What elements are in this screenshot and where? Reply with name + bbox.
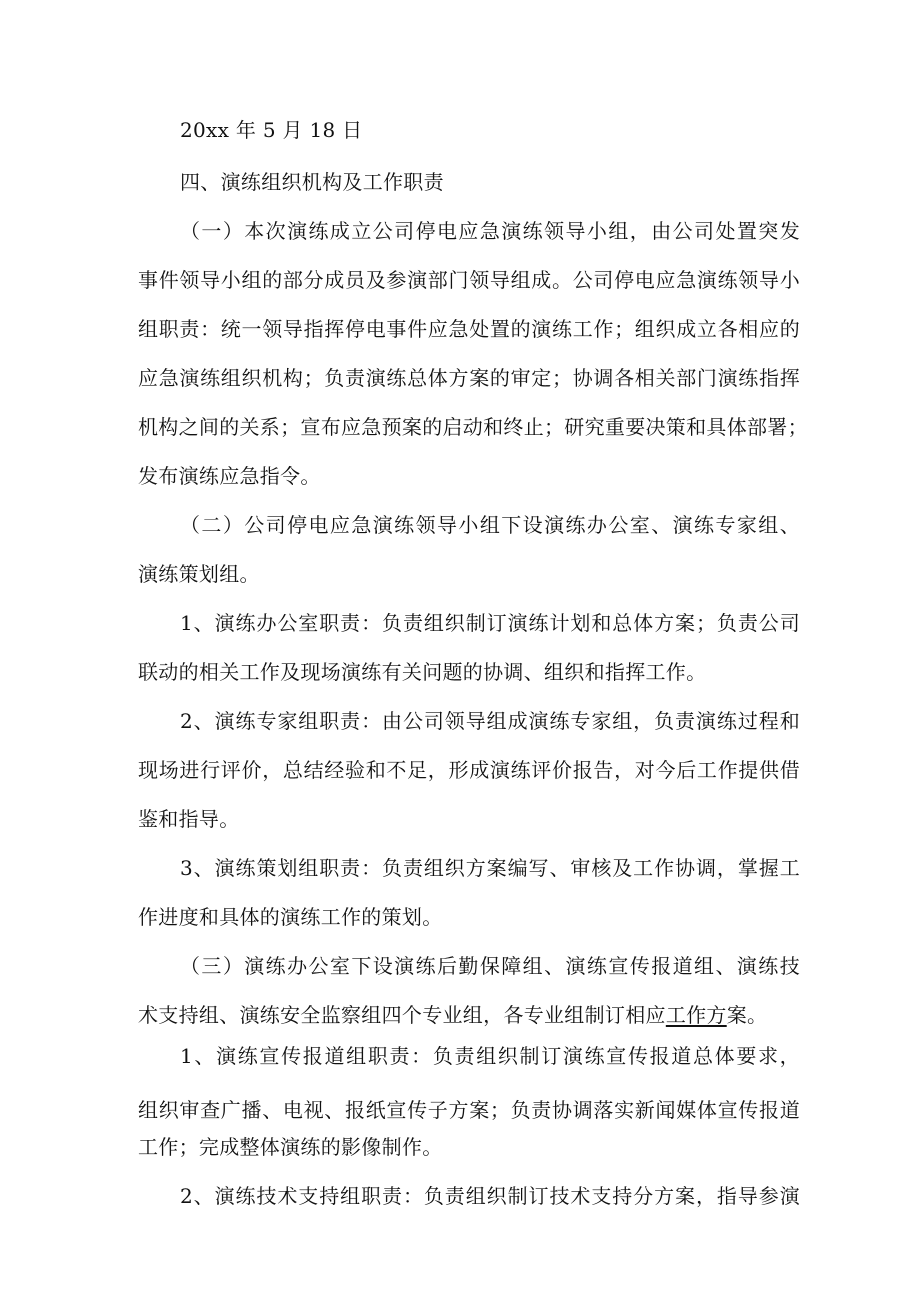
paragraph-7-line-1: 1、演练宣传报道组职责：负责组织制订演练宣传报道总体要求，	[180, 1044, 800, 1068]
paragraph-6-line-2-text: 术支持组、演练安全监察组四个专业组，各专业组制订相应	[138, 1003, 666, 1027]
paragraph-1-line-4: 应急演练组织机构；负责演练总体方案的审定；协调各相关部门演练指挥	[138, 366, 800, 390]
paragraph-6-line-2-end: 案。	[726, 1003, 768, 1027]
paragraph-4-line-2: 现场进行评价，总结经验和不足，形成演练评价报告，对今后工作提供借	[138, 758, 800, 782]
paragraph-3-line-2: 联动的相关工作及现场演练有关问题的协调、组织和指挥工作。	[138, 660, 707, 684]
paragraph-3-line-1: 1、演练办公室职责：负责组织制订演练计划和总体方案；负责公司	[180, 611, 800, 635]
paragraph-4-line-1: 2、演练专家组职责：由公司领导组成演练专家组，负责演练过程和	[180, 709, 800, 733]
underlined-link-text[interactable]: 工作方	[665, 1003, 727, 1027]
paragraph-7-line-3: 工作；完成整体演练的影像制作。	[138, 1135, 443, 1159]
paragraph-5-line-1: 3、演练策划组职责：负责组织方案编写、审核及工作协调，掌握工	[180, 856, 800, 880]
paragraph-2-line-2: 演练策划组。	[138, 562, 260, 586]
paragraph-7-line-2: 组织审查广播、电视、报纸宣传子方案；负责协调落实新闻媒体宣传报道	[138, 1098, 800, 1122]
paragraph-1-line-5: 机构之间的关系；宣布应急预案的启动和终止；研究重要决策和具体部署；	[138, 415, 808, 439]
paragraph-6-line-1: （三）演练办公室下设演练后勤保障组、演练宣传报道组、演练技	[180, 954, 800, 978]
paragraph-6-line-2	[138, 1003, 767, 1027]
paragraph-1-line-3: 组职责：统一领导指挥停电事件应急处置的演练工作；组织成立各相应的	[138, 317, 800, 341]
paragraph-1-line-1: （一）本次演练成立公司停电应急演练领导小组，由公司处置突发	[180, 219, 800, 243]
section-heading: 四、演练组织机构及工作职责	[180, 170, 444, 194]
paragraph-5-line-2: 作进度和具体的演练工作的策划。	[138, 905, 443, 929]
document-date: 20xx 年 5 月 18 日	[180, 118, 363, 142]
paragraph-2-line-1: （二）公司停电应急演练领导小组下设演练办公室、演练专家组、	[180, 513, 800, 537]
paragraph-8-line-1: 2、演练技术支持组职责：负责组织制订技术支持分方案，指导参演	[180, 1184, 800, 1208]
paragraph-4-line-3: 鉴和指导。	[138, 807, 240, 831]
paragraph-1-line-2: 事件领导小组的部分成员及参演部门领导组成。公司停电应急演练领导小	[138, 268, 800, 292]
paragraph-1-line-6: 发布演练应急指令。	[138, 464, 321, 488]
